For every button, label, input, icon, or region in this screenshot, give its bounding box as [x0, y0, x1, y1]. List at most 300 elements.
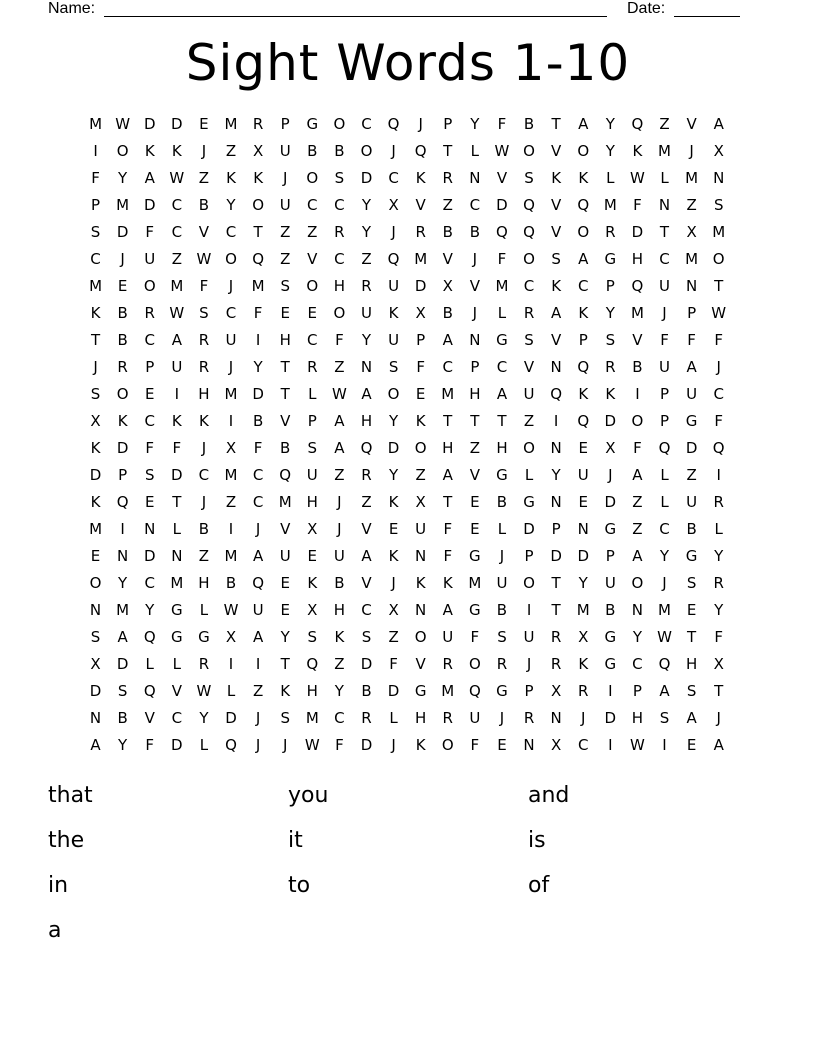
grid-letter: C	[171, 196, 183, 214]
grid-letter: N	[713, 169, 725, 187]
grid-letter: K	[415, 736, 426, 754]
grid-letter: O	[360, 142, 373, 160]
grid-letter: A	[252, 547, 264, 565]
grid-letter: E	[578, 439, 588, 457]
grid-letter: F	[443, 547, 453, 565]
grid-letter: F	[335, 331, 344, 349]
grid-letter: J	[581, 709, 586, 727]
grid-letter: H	[685, 655, 698, 673]
grid-letter: J	[255, 709, 261, 727]
grid-letter: M	[116, 196, 130, 214]
grid-letter: O	[306, 169, 319, 187]
grid-letter: A	[713, 115, 724, 133]
grid-letter: R	[713, 574, 724, 592]
grid-letter: U	[415, 520, 427, 538]
grid-letter: J	[391, 574, 396, 592]
grid-letter: K	[551, 169, 562, 187]
grid-letter: V	[442, 250, 453, 268]
grid-letter: O	[523, 142, 535, 160]
grid-letter: A	[90, 736, 101, 754]
grid-letter: U	[469, 709, 481, 727]
grid-letter: S	[334, 169, 345, 187]
grid-letter: N	[550, 358, 562, 376]
grid-letter: W	[196, 250, 212, 268]
grid-letter: G	[469, 601, 481, 619]
grid-letter: B	[605, 601, 616, 619]
grid-letter: Q	[577, 412, 590, 430]
grid-letter: V	[280, 520, 291, 538]
word-list-item: it	[288, 828, 303, 853]
grid-letter: I	[255, 331, 261, 349]
grid-letter: V	[523, 358, 535, 376]
grid-letter: D	[116, 439, 129, 457]
grid-letter: A	[334, 439, 345, 457]
grid-letter: R	[117, 358, 128, 376]
grid-letter: A	[496, 385, 508, 403]
grid-letter: S	[117, 682, 128, 700]
grid-letter: H	[333, 277, 346, 295]
grid-letter: G	[171, 601, 183, 619]
grid-letter: V	[361, 520, 372, 538]
grid-letter: Z	[415, 466, 426, 484]
grid-letter: P	[524, 547, 534, 565]
grid-letter: J	[499, 547, 505, 565]
grid-letter: F	[416, 358, 425, 376]
grid-letter: Z	[307, 223, 318, 241]
grid-letter: F	[199, 277, 209, 295]
grid-letter: M	[414, 250, 428, 268]
grid-letter: E	[280, 574, 290, 592]
grid-letter: Y	[714, 547, 724, 565]
grid-letter: K	[551, 277, 562, 295]
grid-letter: C	[307, 196, 318, 214]
grid-letter: C	[334, 250, 345, 268]
grid-letter: Z	[334, 466, 345, 484]
grid-letter: F	[714, 628, 724, 646]
grid-letter: S	[551, 250, 561, 268]
grid-letter: V	[496, 169, 508, 187]
grid-letter: I	[228, 655, 234, 673]
grid-letter: K	[90, 304, 101, 322]
grid-letter: E	[199, 115, 209, 133]
grid-letter: C	[90, 250, 101, 268]
grid-letter: N	[658, 196, 671, 214]
grid-letter: E	[686, 601, 697, 619]
grid-letter: M	[89, 520, 103, 538]
grid-letter: F	[253, 304, 263, 322]
grid-letter: J	[255, 520, 261, 538]
grid-letter: S	[90, 223, 101, 241]
grid-letter: D	[89, 682, 102, 700]
grid-letter: A	[117, 628, 128, 646]
grid-letter: Z	[361, 493, 372, 511]
grid-letter: X	[713, 655, 724, 673]
grid-letter: L	[145, 655, 154, 673]
grid-letter: O	[631, 574, 644, 592]
grid-letter: C	[577, 277, 589, 295]
grid-letter: Z	[334, 655, 345, 673]
grid-letter: Q	[523, 196, 535, 214]
grid-letter: K	[199, 412, 209, 430]
grid-letter: Q	[712, 439, 725, 457]
grid-letter: B	[442, 304, 453, 322]
word-list-item: and	[528, 783, 570, 808]
grid-letter: J	[526, 655, 532, 673]
header	[48, 0, 748, 20]
grid-letter: M	[441, 385, 455, 403]
grid-letter: E	[90, 547, 101, 565]
grid-letter: N	[415, 601, 427, 619]
grid-letter: G	[198, 628, 210, 646]
grid-letter: M	[576, 601, 590, 619]
grid-letter: B	[469, 223, 480, 241]
grid-letter: O	[523, 574, 535, 592]
grid-letter: N	[550, 493, 562, 511]
grid-letter: D	[604, 493, 617, 511]
grid-letter: A	[442, 331, 453, 349]
grid-letter: P	[659, 412, 670, 430]
grid-letter: Y	[280, 628, 290, 646]
grid-letter: C	[144, 331, 155, 349]
grid-letter: X	[307, 520, 318, 538]
grid-letter: Q	[631, 277, 644, 295]
grid-letter: U	[252, 601, 264, 619]
grid-letter: E	[144, 385, 155, 403]
grid-letter: E	[307, 304, 318, 322]
grid-letter: W	[630, 736, 645, 754]
grid-letter: J	[120, 250, 125, 268]
grid-letter: U	[523, 385, 535, 403]
grid-letter: L	[606, 169, 615, 187]
grid-letter: N	[469, 331, 481, 349]
word-list-item: that	[48, 783, 93, 808]
grid-letter: P	[307, 412, 317, 430]
grid-letter: B	[117, 709, 128, 727]
grid-letter: V	[551, 142, 562, 160]
grid-letter: R	[523, 709, 535, 727]
grid-letter: M	[89, 115, 103, 133]
grid-letter: X	[713, 142, 724, 160]
grid-letter: O	[333, 115, 346, 133]
grid-letter: O	[523, 439, 535, 457]
grid-letter: C	[388, 169, 399, 187]
grid-letter: E	[117, 277, 128, 295]
grid-letter: J	[716, 358, 721, 376]
grid-letter: D	[577, 547, 590, 565]
grid-letter: Q	[414, 142, 427, 160]
grid-letter: N	[550, 439, 562, 457]
word-list-item: the	[48, 828, 85, 853]
grid-letter: M	[170, 574, 184, 592]
grid-letter: T	[172, 493, 182, 511]
grid-letter: V	[551, 196, 562, 214]
grid-letter: B	[632, 358, 643, 376]
grid-letter: R	[198, 358, 210, 376]
grid-letter: J	[418, 115, 423, 133]
grid-letter: D	[143, 196, 156, 214]
grid-letter: K	[280, 682, 291, 700]
grid-letter: J	[228, 277, 234, 295]
grid-letter: T	[551, 115, 561, 133]
grid-letter: C	[144, 574, 155, 592]
grid-letter: C	[334, 196, 345, 214]
grid-letter: K	[415, 412, 426, 430]
grid-letter: K	[388, 304, 399, 322]
grid-letter: M	[278, 493, 292, 511]
grid-letter: B	[280, 439, 291, 457]
grid-letter: X	[415, 493, 426, 511]
grid-letter: M	[89, 277, 103, 295]
grid-letter: R	[334, 223, 345, 241]
grid-letter: Y	[605, 142, 615, 160]
grid-letter: Y	[605, 304, 615, 322]
grid-letter: K	[144, 142, 155, 160]
grid-letter: V	[469, 466, 480, 484]
grid-letter: F	[633, 439, 642, 457]
grid-letter: S	[605, 331, 616, 349]
grid-letter: O	[631, 412, 644, 430]
grid-letter: K	[171, 412, 182, 430]
grid-letter: C	[469, 196, 481, 214]
grid-letter: N	[685, 277, 698, 295]
grid-letter: A	[442, 601, 453, 619]
grid-letter: D	[685, 439, 698, 457]
grid-letter: B	[361, 682, 372, 700]
grid-letter: R	[198, 655, 210, 673]
grid-letter: W	[115, 115, 131, 133]
grid-letter: E	[415, 385, 426, 403]
grid-letter: U	[225, 331, 237, 349]
grid-letter: Q	[116, 493, 129, 511]
grid-letter: S	[686, 574, 697, 592]
grid-letter: X	[225, 628, 237, 646]
grid-letter: X	[90, 412, 101, 430]
grid-letter: Y	[659, 547, 670, 565]
grid-letter: A	[361, 385, 372, 403]
grid-letter: X	[388, 601, 399, 619]
grid-letter: O	[577, 223, 590, 241]
grid-letter: W	[657, 628, 672, 646]
grid-letter: D	[89, 466, 102, 484]
grid-letter: C	[442, 358, 453, 376]
grid-letter: R	[550, 628, 562, 646]
grid-letter: D	[631, 223, 644, 241]
grid-letter: P	[605, 277, 615, 295]
grid-letter: Y	[714, 601, 724, 619]
grid-letter: I	[228, 520, 234, 538]
grid-letter: Q	[306, 655, 319, 673]
date-label: Date:	[627, 0, 666, 17]
grid-letter: P	[605, 547, 615, 565]
grid-letter: N	[117, 547, 129, 565]
grid-letter: C	[198, 466, 210, 484]
grid-letter: K	[578, 655, 589, 673]
grid-letter: X	[578, 628, 589, 646]
grid-letter: T	[280, 358, 290, 376]
grid-letter: I	[228, 412, 234, 430]
grid-letter: J	[662, 574, 667, 592]
grid-letter: E	[280, 601, 290, 619]
grid-letter: J	[228, 358, 234, 376]
grid-letter: A	[686, 709, 697, 727]
grid-letter: K	[171, 142, 182, 160]
grid-letter: S	[90, 385, 101, 403]
grid-letter: Z	[659, 115, 670, 133]
grid-letter: P	[443, 115, 453, 133]
grid-letter: X	[551, 736, 562, 754]
grid-letter: E	[307, 547, 318, 565]
grid-letter: F	[335, 736, 344, 754]
grid-letter: O	[116, 385, 129, 403]
grid-letter: Y	[605, 115, 615, 133]
grid-letter: H	[279, 331, 291, 349]
grid-letter: G	[496, 682, 508, 700]
grid-letter: L	[199, 601, 209, 619]
grid-letter: D	[116, 223, 129, 241]
grid-letter: C	[361, 115, 372, 133]
grid-letter: O	[523, 250, 535, 268]
grid-letter: J	[391, 736, 396, 754]
grid-letter: O	[225, 250, 237, 268]
grid-letter: S	[524, 331, 534, 349]
grid-letter: F	[714, 412, 724, 430]
grid-letter: L	[714, 520, 723, 538]
grid-letter: V	[361, 574, 372, 592]
grid-letter: B	[496, 493, 508, 511]
grid-letter: L	[389, 709, 398, 727]
grid-letter: D	[360, 736, 373, 754]
word-list-item: you	[288, 783, 329, 808]
grid-letter: V	[415, 196, 426, 214]
grid-letter: B	[334, 574, 345, 592]
grid-letter: Y	[199, 709, 209, 727]
grid-letter: A	[361, 547, 372, 565]
grid-letter: Y	[551, 466, 561, 484]
grid-letter: N	[89, 709, 102, 727]
grid-letter: Z	[334, 358, 345, 376]
grid-letter: J	[201, 493, 207, 511]
grid-letter: O	[116, 142, 129, 160]
grid-letter: T	[280, 655, 290, 673]
grid-letter: O	[414, 628, 427, 646]
grid-letter: Q	[387, 250, 400, 268]
grid-letter: Q	[360, 439, 373, 457]
grid-letter: K	[605, 385, 616, 403]
grid-letter: V	[307, 250, 318, 268]
grid-letter: Q	[143, 682, 156, 700]
grid-letter: H	[631, 250, 644, 268]
grid-letter: N	[469, 169, 481, 187]
grid-letter: O	[387, 385, 400, 403]
grid-letter: T	[280, 385, 290, 403]
grid-letter: S	[361, 628, 372, 646]
grid-letter: O	[89, 574, 102, 592]
grid-letter: J	[472, 304, 478, 322]
grid-letter: P	[145, 358, 155, 376]
grid-letter: Z	[632, 493, 643, 511]
grid-letter: M	[685, 169, 699, 187]
grid-letter: S	[686, 682, 697, 700]
grid-letter: B	[307, 142, 318, 160]
grid-letter: M	[224, 115, 238, 133]
grid-letter: H	[198, 385, 210, 403]
word-list-item: to	[288, 873, 311, 898]
grid-letter: F	[660, 331, 669, 349]
grid-letter: K	[90, 439, 101, 457]
grid-letter: K	[415, 169, 426, 187]
grid-letter: H	[442, 439, 454, 457]
grid-letter: Y	[361, 196, 372, 214]
grid-letter: F	[389, 655, 398, 673]
grid-letter: A	[632, 547, 643, 565]
grid-letter: C	[225, 304, 237, 322]
grid-letter: N	[360, 358, 373, 376]
grid-letter: G	[306, 115, 319, 133]
grid-letter: S	[280, 277, 290, 295]
grid-letter: Z	[280, 223, 291, 241]
grid-letter: A	[632, 466, 643, 484]
name-blank-line	[104, 16, 607, 17]
grid-letter: P	[687, 304, 697, 322]
grid-letter: B	[198, 196, 210, 214]
grid-letter: I	[553, 412, 559, 430]
grid-letter: V	[551, 223, 562, 241]
grid-letter: D	[523, 520, 535, 538]
grid-letter: M	[224, 385, 238, 403]
grid-letter: W	[630, 169, 645, 187]
grid-letter: X	[442, 277, 453, 295]
grid-letter: Y	[578, 574, 588, 592]
grid-letter: Y	[118, 574, 128, 592]
grid-letter: Y	[334, 682, 344, 700]
grid-letter: G	[604, 520, 617, 538]
grid-letter: Z	[361, 250, 372, 268]
grid-letter: U	[279, 196, 291, 214]
grid-letter: H	[306, 493, 318, 511]
grid-letter: Z	[171, 250, 182, 268]
grid-letter: T	[443, 142, 453, 160]
grid-letter: U	[604, 574, 616, 592]
grid-letter: V	[198, 223, 210, 241]
word-list-item: is	[528, 828, 546, 853]
grid-letter: K	[253, 169, 264, 187]
grid-letter: N	[144, 520, 156, 538]
grid-letter: K	[388, 547, 399, 565]
grid-letter: U	[279, 547, 291, 565]
grid-letter: S	[280, 709, 290, 727]
grid-letter: D	[387, 439, 400, 457]
grid-letter: F	[714, 331, 724, 349]
grid-letter: Q	[496, 223, 508, 241]
grid-letter: Q	[468, 682, 481, 700]
grid-letter: F	[497, 115, 507, 133]
grid-letter: X	[415, 304, 426, 322]
grid-letter: D	[116, 655, 129, 673]
grid-letter: P	[91, 196, 101, 214]
grid-letter: V	[632, 331, 643, 349]
grid-letter: S	[659, 709, 670, 727]
grid-letter: J	[282, 736, 288, 754]
grid-letter: H	[333, 601, 346, 619]
grid-letter: G	[523, 493, 535, 511]
grid-letter: M	[116, 601, 130, 619]
grid-letter: G	[469, 547, 481, 565]
grid-letter: U	[659, 277, 670, 295]
grid-letter: Q	[658, 439, 671, 457]
grid-letter: J	[201, 439, 207, 457]
grid-letter: Z	[686, 196, 697, 214]
grid-letter: M	[712, 223, 726, 241]
